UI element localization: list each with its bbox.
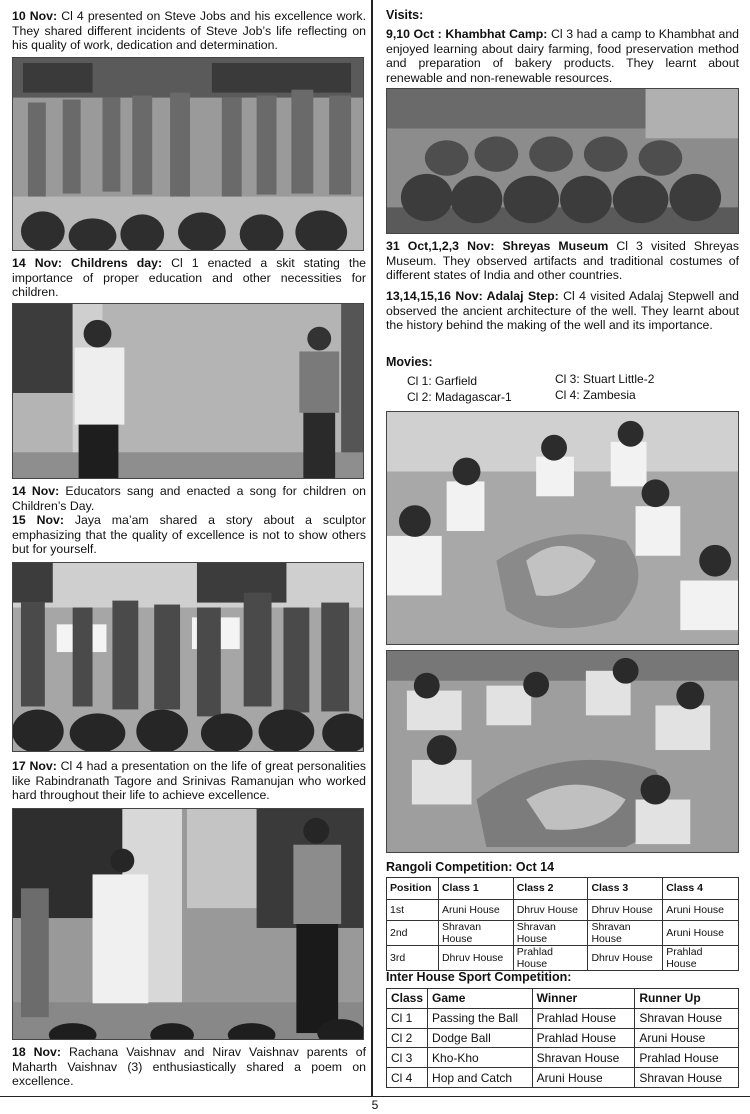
rangoli-table bbox=[386, 877, 739, 971]
table-cell: Aruni House bbox=[635, 1028, 739, 1048]
movie-item: Cl 1: Garfield bbox=[407, 374, 478, 388]
table-header-cell: Game bbox=[428, 989, 533, 1009]
photo-rangoli-1 bbox=[386, 411, 739, 645]
news-text: Cl 1 enacted a skit stating the importance of proper education and other necessities for children. bbox=[12, 256, 366, 300]
movie-list-left bbox=[407, 373, 555, 405]
news-date: 14 Nov: bbox=[12, 484, 60, 498]
sport-table-wrap bbox=[386, 988, 739, 1088]
table-header-cell: Class 2 bbox=[513, 878, 588, 900]
news-item-educators bbox=[12, 484, 366, 513]
movie-item: Cl 2: Madagascar-1 bbox=[407, 390, 512, 404]
news-date: 15 Nov: bbox=[12, 513, 64, 527]
table-header-cell: Position bbox=[387, 878, 439, 900]
table-cell: Shravan House bbox=[513, 921, 588, 946]
photo-educators-song bbox=[12, 303, 364, 479]
table-row bbox=[387, 1048, 739, 1068]
table-header-row bbox=[387, 989, 739, 1009]
table-header-cell: Class 3 bbox=[588, 878, 663, 900]
table-cell: Cl 4 bbox=[387, 1068, 428, 1088]
table-cell: Passing the Ball bbox=[428, 1008, 533, 1028]
visits-heading: Visits: bbox=[386, 8, 424, 22]
table-header-row bbox=[387, 878, 739, 900]
table-cell: 2nd bbox=[387, 921, 439, 946]
table-cell: Kho-Kho bbox=[428, 1048, 533, 1068]
news-item-poem bbox=[12, 1045, 366, 1089]
news-text: Rachana Vaishnav and Nirav Vaishnav parents of Maharth Vaishnav (3) enthusiastically shared a poem on excellence. bbox=[12, 1045, 366, 1089]
news-text: Jaya ma’am shared a story about a sculptor emphasizing that the quality of excellence is not to show others but for yourself. bbox=[12, 513, 366, 557]
table-cell: Dhruv House bbox=[588, 946, 663, 971]
movies-heading: Movies: bbox=[386, 355, 433, 369]
table-cell: Prahlad House bbox=[635, 1048, 739, 1068]
table-cell: Shravan House bbox=[635, 1068, 739, 1088]
right-column bbox=[375, 0, 750, 1096]
table-cell: Shravan House bbox=[438, 921, 513, 946]
table-row bbox=[387, 921, 739, 946]
table-cell: Hop and Catch bbox=[428, 1068, 533, 1088]
visit-text: Cl 3 had a camp to Khambhat and enjoyed learning about dairy farming, food preservation method and preparation of bakery products. They learnt about renewable and non-renewable resources. bbox=[386, 27, 739, 85]
visit-khambhat-camp bbox=[386, 27, 739, 85]
news-text: Educators sang and enacted a song for children on Children’s Day. bbox=[12, 484, 367, 513]
table-cell: Shravan House bbox=[588, 921, 663, 946]
news-date: 10 Nov: bbox=[12, 9, 58, 23]
movie-item: Cl 3: Stuart Little-2 bbox=[555, 372, 655, 386]
visit-text: Cl 4 visited Adalaj Stepwell and observed the ancient architecture of the well. They learnt about the history behind the making of the well and its importance. bbox=[386, 289, 739, 333]
table-cell: Dhruv House bbox=[438, 946, 513, 971]
visit-date: 9,10 Oct : Khambhat Camp: bbox=[386, 27, 548, 41]
table-row bbox=[387, 1068, 739, 1088]
table-cell: Cl 2 bbox=[387, 1028, 428, 1048]
table-cell: Prahlad House bbox=[532, 1028, 635, 1048]
left-column bbox=[0, 0, 373, 1096]
table-cell: Shravan House bbox=[532, 1048, 635, 1068]
news-text: Cl 4 had a presentation on the life of great personalities like Rabindranath Tagore and Srinivas Ramanujan who worked hard throughout their life to achieve excellence. bbox=[12, 759, 366, 803]
table-cell: Dhruv House bbox=[513, 899, 588, 921]
rangoli-heading: Rangoli Competition: Oct 14 bbox=[386, 860, 555, 874]
photo-parents-poem bbox=[12, 808, 364, 1040]
rangoli-table-wrap bbox=[386, 877, 739, 971]
news-date: 17 Nov: bbox=[12, 759, 57, 773]
sport-heading: Inter House Sport Competition: bbox=[386, 970, 572, 984]
sport-table bbox=[386, 988, 739, 1088]
table-cell: Aruni House bbox=[532, 1068, 635, 1088]
photo-khambhat-camp bbox=[386, 88, 739, 234]
movie-item: Cl 4: Zambesia bbox=[555, 388, 636, 402]
news-date: 18 Nov: bbox=[12, 1045, 61, 1059]
table-header-cell: Class bbox=[387, 989, 428, 1009]
table-header-cell: Class 4 bbox=[663, 878, 739, 900]
table-row bbox=[387, 946, 739, 971]
news-text: Cl 4 presented on Steve Jobs and his excellence work. They shared different incidents of Steve Job’s life reflecting on his quality of work, dedication and determination. bbox=[12, 9, 366, 53]
movie-list-right bbox=[555, 371, 705, 403]
visit-shreyas-museum bbox=[386, 239, 739, 283]
table-cell: Prahlad House bbox=[663, 946, 739, 971]
table-cell: Shravan House bbox=[635, 1008, 739, 1028]
table-cell: 3rd bbox=[387, 946, 439, 971]
visit-date: 13,14,15,16 Nov: Adalaj Step: bbox=[386, 289, 559, 303]
table-cell: Dodge Ball bbox=[428, 1028, 533, 1048]
photo-class4-presentation bbox=[12, 562, 364, 752]
table-row bbox=[387, 1028, 739, 1048]
visit-adalaj-step bbox=[386, 289, 739, 333]
table-row bbox=[387, 899, 739, 921]
table-cell: Prahlad House bbox=[513, 946, 588, 971]
table-cell: Cl 1 bbox=[387, 1008, 428, 1028]
news-item-great-personalities bbox=[12, 759, 366, 803]
table-cell: Dhruv House bbox=[588, 899, 663, 921]
table-cell: 1st bbox=[387, 899, 439, 921]
news-date: 14 Nov: Childrens day: bbox=[12, 256, 163, 270]
table-header-cell: Class 1 bbox=[438, 878, 513, 900]
visit-date: 31 Oct,1,2,3 Nov: Shreyas Museum bbox=[386, 239, 609, 253]
table-cell: Aruni House bbox=[663, 921, 739, 946]
photo-rangoli-2 bbox=[386, 650, 739, 853]
table-header-cell: Winner bbox=[532, 989, 635, 1009]
table-cell: Prahlad House bbox=[532, 1008, 635, 1028]
visit-text: Cl 3 visited Shreyas Museum. They observed artifacts and traditional costumes of different states of India and other countries. bbox=[386, 239, 739, 283]
news-item-steve-jobs bbox=[12, 9, 366, 53]
table-cell: Cl 3 bbox=[387, 1048, 428, 1068]
table-row bbox=[387, 1008, 739, 1028]
news-item-sculptor-story bbox=[12, 513, 366, 557]
page-number: 5 bbox=[371, 1098, 379, 1112]
table-cell: Aruni House bbox=[438, 899, 513, 921]
table-cell: Aruni House bbox=[663, 899, 739, 921]
photo-students-presentation bbox=[12, 57, 364, 251]
table-header-cell: Runner Up bbox=[635, 989, 739, 1009]
bottom-rule bbox=[0, 1096, 750, 1097]
news-item-childrens-day bbox=[12, 256, 366, 300]
